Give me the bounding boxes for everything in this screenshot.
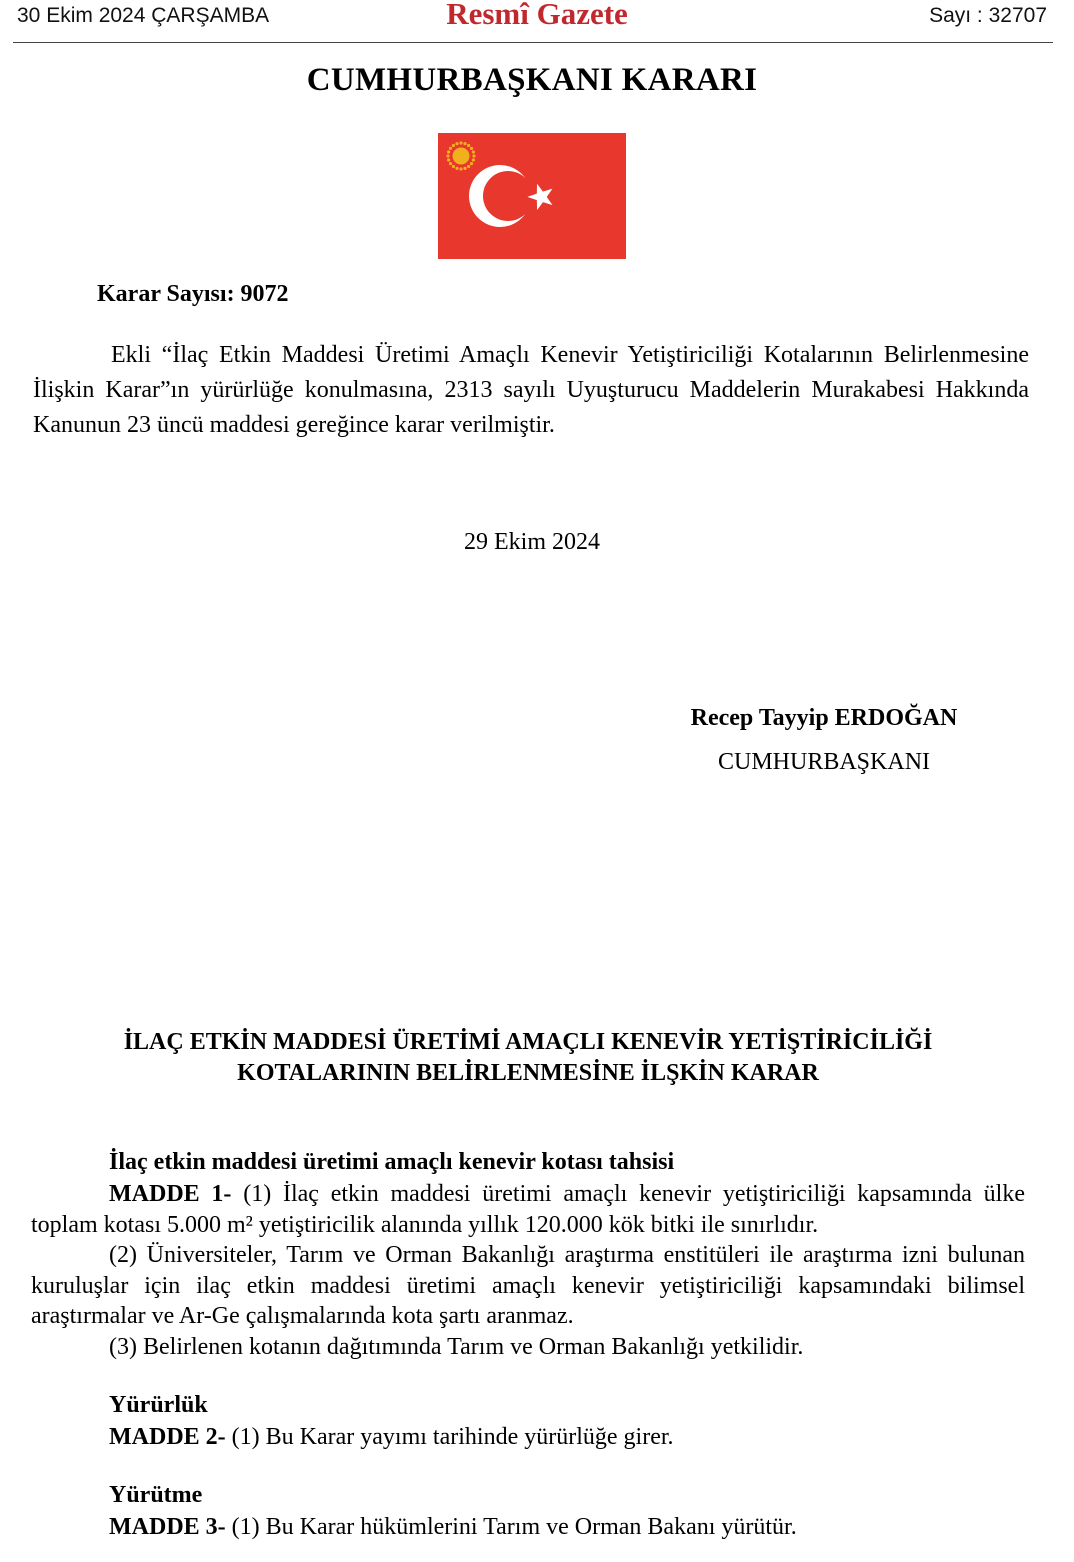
gazette-title: Resmî Gazete [446,0,628,31]
section-heading-quota: İlaç etkin maddesi üretimi amaçlı kenevir kotası tahsisi [109,1149,675,1175]
article-3-paragraph-1-text: (1) Bu Karar hükümlerini Tarım ve Orman Bakanı yürütür. [231,1514,797,1540]
issue-number: Sayı : 32707 [929,4,1047,27]
preamble-paragraph: Ekli “İlaç Etkin Maddesi Üretimi Amaçlı Kenevir Yetiştiriciliği Kotalarının Belirlenmesine İlişkin Karar”ın yürürlüğe konulmasına, 2313 sayılı Uyuşturucu Maddelerin Murakabesi Hakkında Kanunun 23 üncü maddesi gereğince karar verilmiştir. [33,342,1029,438]
header-divider [13,42,1053,43]
article-1 [31,1179,1025,1362]
article-2-paragraph-1-text: (1) Bu Karar yayımı tarihinde yürürlüğe girer. [231,1424,674,1450]
article-3-paragraph-1 [31,1512,1025,1543]
article-1-label: MADDE 1- [109,1181,232,1207]
signer-name: Recep Tayyip ERDOĞAN [690,705,958,731]
article-1-paragraph-3: (3) Belirlenen kotanın dağıtımında Tarım ve Orman Bakanlığı yetkilidir. [109,1333,804,1360]
article-2-label: MADDE 2- [109,1424,226,1450]
article-1-paragraph-2: (2) Üniversiteler, Tarım ve Orman Bakanlığı araştırma enstitüleri ile araştırma izni bulunan kuruluşlar için ilaç etkin maddesi üretimi amaçlı kenevir yetiştiriciliği kapsamındaki bilimsel araştırmalar ve Ar-Ge çalışmalarında kota şartı aranmaz. [31,1242,1025,1329]
turkish-presidential-flag-icon [438,133,626,259]
article-2 [31,1422,1025,1453]
article-3-label: MADDE 3- [109,1514,226,1540]
article-1-paragraph-1 [31,1179,1025,1240]
article-1-paragraph-1-text: (1) İlaç etkin maddesi üretimi amaçlı kenevir yetiştiriciliği kapsamında ülke toplam kotası 5.000 m² yetiştiricilik alanında yıllık 120.000 kök bitki ile sınırlıdır. [31,1181,1025,1238]
article-2-paragraph-1 [31,1422,1025,1453]
annex-title-line-1: İLAÇ ETKİN MADDESİ ÜRETİMİ AMAÇLI KENEVİR YETİŞTİRİCİLİĞİ [123,1029,933,1055]
document-type-heading: CUMHURBAŞKANI KARARI [306,62,758,98]
decision-number: Karar Sayısı: 9072 [97,281,289,307]
signature-date: 29 Ekim 2024 [464,529,600,555]
section-heading-effect: Yürürlük [109,1392,208,1418]
annex-title [60,1027,996,1089]
annex-title-line-2: KOTALARININ BELİRLENMESİNE İLŞKİN KARAR [237,1060,819,1086]
section-heading-execution: Yürütme [109,1482,203,1508]
signer-title: CUMHURBAŞKANI [717,749,931,775]
article-3 [31,1512,1025,1543]
header-date: 30 Ekim 2024 ÇARŞAMBA [17,4,270,27]
